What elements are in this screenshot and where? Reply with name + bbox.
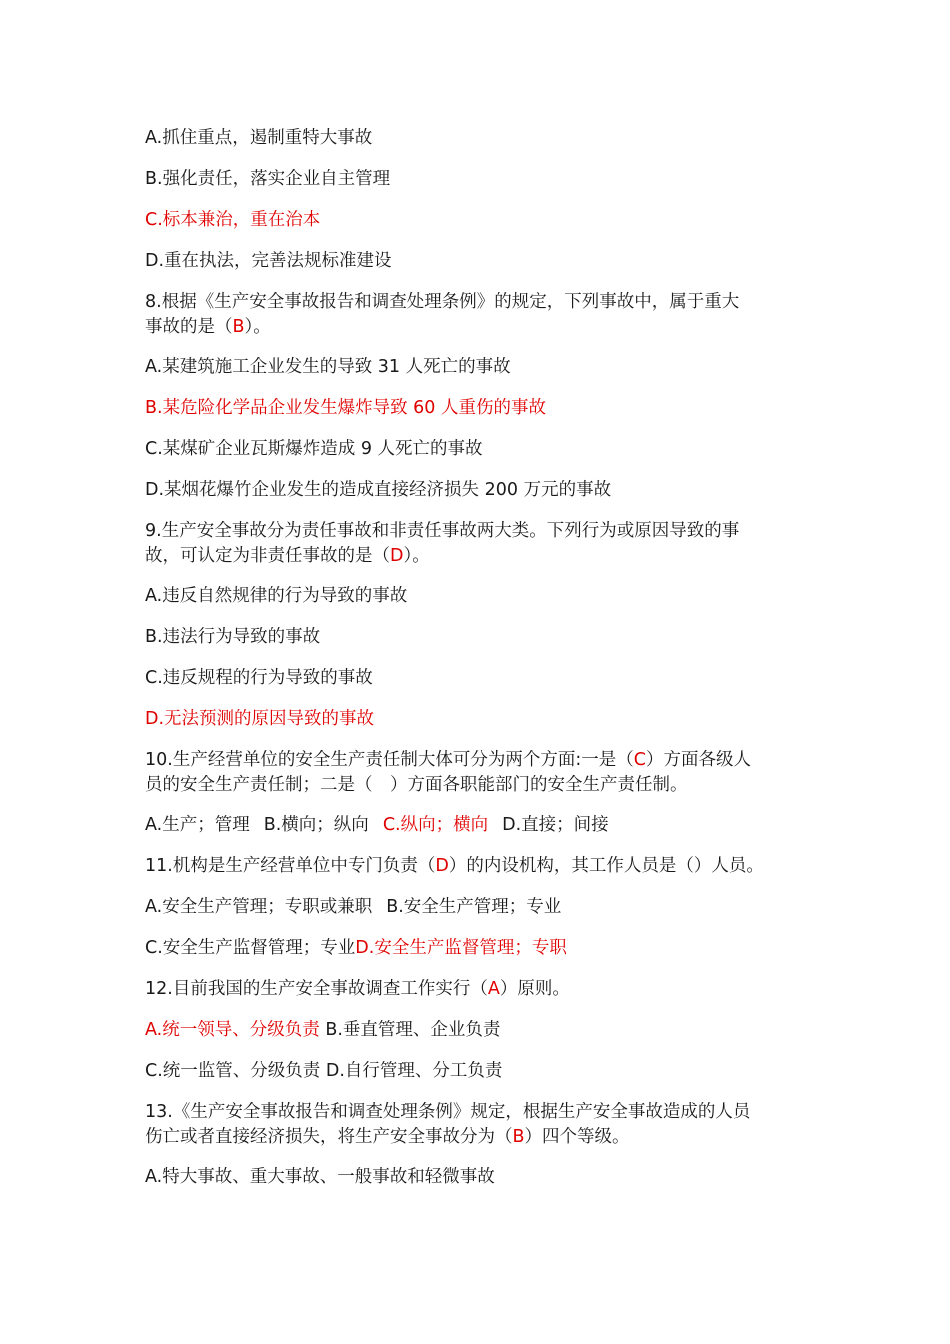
option-line: D.重在执法，完善法规标准建设 — [145, 251, 392, 271]
answer-letter: A — [487, 979, 500, 999]
answer-option: D.安全生产监督管理；专职 — [355, 938, 567, 958]
answer-letter: C — [633, 750, 646, 770]
answer-letter: D — [435, 856, 449, 876]
question-line: 13.《生产安全事故报告和调查处理条例》规定，根据生产安全事故造成的人员 — [145, 1102, 751, 1122]
option-line: A.统一领导、分级负责 B.垂直管理、企业负责 — [145, 1020, 501, 1040]
answer-option-line: D.无法预测的原因导致的事故 — [145, 709, 375, 729]
option-line: A.违反自然规律的行为导致的事故 — [145, 586, 408, 606]
option-line: A.特大事故、重大事故、一般事故和轻微事故 — [145, 1167, 495, 1187]
option-line: B.强化责任，落实企业自主管理 — [145, 169, 391, 189]
answer-option: A.统一领导、分级负责 — [145, 1020, 320, 1040]
answer-letter: B — [512, 1127, 525, 1147]
question-line: 10.生产经营单位的安全生产责任制大体可分为两个方面:一是（C）方面各级人 — [145, 750, 751, 770]
question-line: 9.生产安全事故分为责任事故和非责任事故两大类。下列行为或原因导致的事 — [145, 521, 740, 541]
question-line: 故，可认定为非责任事故的是（D）。 — [145, 546, 430, 566]
answer-option-line: C.标本兼治，重在治本 — [145, 210, 321, 230]
option-line: A.生产；管理 B.横向；纵向 C.纵向；横向 D.直接；间接 — [145, 815, 609, 835]
answer-letter: D — [390, 546, 404, 566]
option-line: C.统一监管、分级负责 D.自行管理、分工负责 — [145, 1061, 503, 1081]
option-line: A.抓住重点，遏制重特大事故 — [145, 128, 373, 148]
question-line: 伤亡或者直接经济损失，将生产安全事故分为（B）四个等级。 — [145, 1127, 630, 1147]
answer-option-line: B.某危险化学品企业发生爆炸导致 60 人重伤的事故 — [145, 398, 546, 418]
question-line: 员的安全生产责任制；二是（ ）方面各职能部门的安全生产责任制。 — [145, 775, 688, 795]
question-line: 8.根据《生产安全事故报告和调查处理条例》的规定，下列事故中，属于重大 — [145, 292, 740, 312]
option-line: C.违反规程的行为导致的事故 — [145, 668, 373, 688]
answer-option: C.纵向；横向 — [382, 815, 489, 835]
option-line: A.某建筑施工企业发生的导致 31 人死亡的事故 — [145, 357, 511, 377]
option-line: C.某煤矿企业瓦斯爆炸造成 9 人死亡的事故 — [145, 439, 483, 459]
option-line: B.违法行为导致的事故 — [145, 627, 321, 647]
question-line: 事故的是（B）。 — [145, 317, 271, 337]
option-line: C.安全生产监督管理；专业D.安全生产监督管理；专职 — [145, 938, 567, 958]
question-line: 12.目前我国的生产安全事故调查工作实行（A）原则。 — [145, 979, 570, 999]
answer-letter: B — [232, 317, 245, 337]
question-line: 11.机构是生产经营单位中专门负责（D）的内设机构，其工作人员是（）人员。 — [145, 856, 764, 876]
option-line: D.某烟花爆竹企业发生的造成直接经济损失 200 万元的事故 — [145, 480, 612, 500]
option-line: A.安全生产管理；专职或兼职 B.安全生产管理；专业 — [145, 897, 562, 917]
